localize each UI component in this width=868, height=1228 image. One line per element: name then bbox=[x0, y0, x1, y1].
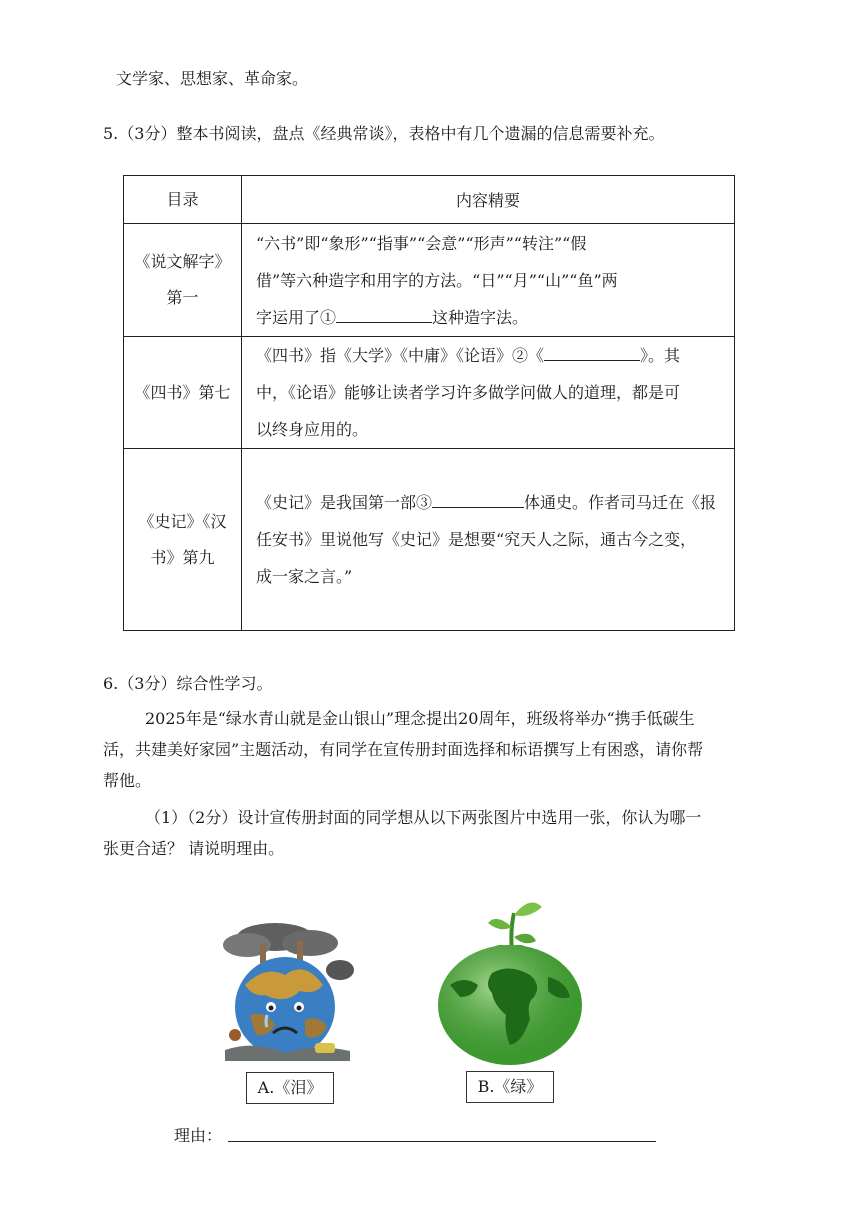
reason-answer-line[interactable] bbox=[228, 1141, 656, 1142]
answer-blank-1[interactable] bbox=[336, 304, 432, 323]
row-content-cell bbox=[242, 449, 735, 631]
table-row bbox=[124, 449, 735, 631]
answer-blank-2[interactable] bbox=[544, 342, 640, 361]
row-content-line: 借”等六种造字和用字的方法。“日”“月”“山”“鱼”两 bbox=[256, 270, 618, 290]
polluted-earth-image bbox=[205, 915, 365, 1065]
table-header-row bbox=[124, 176, 735, 224]
sub-question-line: 张更合适？ 请说明理由。 bbox=[103, 839, 285, 858]
answer-blank-3[interactable] bbox=[432, 489, 524, 508]
row-content-line: 成一家之言。” bbox=[256, 567, 353, 586]
row-title-line: 《四书》第七 bbox=[134, 382, 231, 402]
row-content-line: 任安书》里说他写《史记》是想要“究天人之际，通古今之变， bbox=[256, 530, 697, 549]
sub-question-line: （1）（2分）设计宣传册封面的同学想从以下两张图片中选用一张，你认为哪一 bbox=[145, 808, 702, 827]
table-row bbox=[124, 224, 735, 337]
reason-label: 理由： bbox=[174, 1126, 223, 1145]
intro-line: 活，共建美好家园”主题活动，有同学在宣传册封面选择和标语撰写上有困惑，请你帮 bbox=[103, 740, 704, 759]
row-title-line: 第一 bbox=[166, 288, 199, 307]
row-content-line: 中，《论语》能够让读者学习许多做学问做人的道理，都是可 bbox=[256, 383, 681, 402]
row-title-line: 《史记》《汉 bbox=[138, 511, 227, 531]
row-content-line: 以终身应用的。 bbox=[256, 420, 369, 439]
question-6-heading: 6.（3分）综合性学习。 bbox=[103, 674, 273, 693]
classics-table bbox=[123, 175, 735, 631]
row-content-line: 《四书》指《大学》《中庸》《论语》②《 》。其 bbox=[256, 337, 720, 374]
row-title-line: 《说文解字》 bbox=[134, 252, 231, 271]
question-5-heading: 5.（3分）整本书阅读，盘点《经典常谈》，表格中有几个遗漏的信息需要补充。 bbox=[103, 124, 665, 143]
row-content-line: 字运用了① 这种造字法。 bbox=[256, 299, 720, 336]
header-cell-catalog: 目录 bbox=[124, 176, 242, 224]
table-row bbox=[124, 337, 735, 449]
row-content-line: “六书”即“象形”“指事”“会意”“形声”“转注”“假 bbox=[256, 233, 587, 253]
image-b-caption: B.《绿》 bbox=[466, 1071, 554, 1103]
row-content-cell bbox=[242, 337, 735, 449]
header-cell-summary: 内容精要 bbox=[242, 176, 735, 224]
row-content-cell bbox=[242, 224, 735, 337]
top-line-text: 文学家、思想家、革命家。 bbox=[116, 69, 309, 88]
intro-line: 帮他。 bbox=[103, 771, 152, 790]
green-earth-image bbox=[430, 893, 590, 1068]
image-a-caption: A.《泪》 bbox=[246, 1072, 334, 1104]
row-title-cell bbox=[124, 337, 242, 449]
row-title-line: 书》第九 bbox=[150, 547, 215, 567]
intro-line: 2025年是“绿水青山就是金山银山”理念提出20周年，班级将举办“携手低碳生 bbox=[145, 709, 695, 728]
row-content-line: 《史记》是我国第一部③ 体通史。作者司马迁在《报 bbox=[256, 484, 720, 521]
row-title-cell bbox=[124, 449, 242, 631]
row-title-cell bbox=[124, 224, 242, 337]
